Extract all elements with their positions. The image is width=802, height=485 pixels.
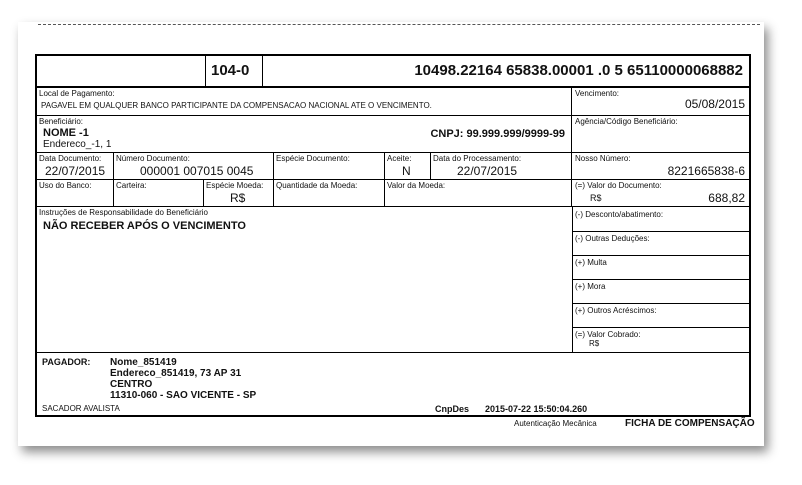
- beneficiario-cell: [37, 116, 572, 152]
- side-field-valor-cobrado: [572, 327, 749, 352]
- data-processamento-value: 22/07/2015: [457, 164, 518, 178]
- cnpdes-label: CnpDes: [435, 404, 470, 414]
- moeda-row: [37, 180, 749, 207]
- side-field-acrescimos: [572, 303, 749, 328]
- data-processamento-cell: [431, 153, 572, 179]
- beneficiario-row: [37, 116, 749, 153]
- nosso-numero-value: 8221665838-6: [667, 164, 745, 178]
- numero-documento-label: Número Documento:: [116, 154, 190, 163]
- especie-moeda-label: Espécie Moeda:: [206, 181, 264, 190]
- side-field-label: (+) Mora: [575, 282, 606, 291]
- bank-code-cell: [205, 56, 263, 86]
- numero-documento-cell: [114, 153, 274, 179]
- quantidade-moeda-label: Quantidade da Moeda:: [276, 181, 358, 190]
- header-row: [37, 56, 749, 88]
- beneficiario-name: NOME -1: [43, 127, 89, 139]
- ficha-compensacao-label: FICHA DE COMPENSAÇÃO: [625, 418, 755, 429]
- side-field-mora: [572, 279, 749, 304]
- aceite-label: Aceite:: [387, 154, 412, 163]
- numero-documento-value: 000001 007015 0045: [140, 164, 254, 178]
- beneficiario-address: Endereco_-1, 1: [43, 139, 112, 150]
- bank-code: 104-0: [211, 62, 250, 79]
- side-field-label: (+) Multa: [575, 258, 607, 267]
- pagador-block: [37, 353, 749, 415]
- uso-banco-cell: [37, 180, 114, 206]
- valor-documento-currency: R$: [590, 193, 602, 203]
- instrucoes-text: NÃO RECEBER APÓS O VENCIMENTO: [43, 220, 246, 232]
- beneficiario-cnpj: CNPJ: 99.999.999/9999-99: [430, 128, 565, 140]
- bank-logo-area: [37, 56, 206, 86]
- side-fields: [572, 207, 749, 353]
- valor-documento-label: (=) Valor do Documento:: [575, 181, 662, 190]
- especie-documento-cell: [274, 153, 385, 179]
- valor-moeda-cell: [385, 180, 572, 206]
- beneficiario-label: Beneficiário:: [39, 117, 84, 126]
- agencia-label: Agência/Código Beneficiário:: [575, 117, 678, 126]
- local-pagamento-row: [37, 88, 749, 116]
- emission-timestamp: 2015-07-22 15:50:04.260: [485, 404, 588, 414]
- documento-row: [37, 153, 749, 180]
- vencimento-label: Vencimento:: [575, 89, 620, 98]
- valor-moeda-label: Valor da Moeda:: [387, 181, 446, 190]
- especie-documento-label: Espécie Documento:: [276, 154, 350, 163]
- document-paper: [18, 22, 764, 446]
- pagador-line4: 11310-060 - SAO VICENTE - SP: [110, 390, 257, 401]
- pagador-line2: Endereco_851419, 73 AP 31: [110, 368, 242, 379]
- local-pagamento-value: PAGAVEL EM QUALQUER BANCO PARTICIPANTE DA COMPENSACAO NACIONAL ATE O VENCIMENTO.: [41, 101, 432, 110]
- cut-line: [38, 24, 760, 25]
- autenticacao-label: Autenticação Mecânica: [514, 419, 597, 428]
- side-field-label: (+) Outros Acréscimos:: [575, 306, 657, 315]
- nosso-numero-label: Nosso Número:: [575, 154, 631, 163]
- carteira-cell: [114, 180, 204, 206]
- pagador-label: PAGADOR:: [42, 357, 91, 367]
- especie-moeda-value: R$: [230, 191, 246, 205]
- pagador-line3: CENTRO: [110, 379, 153, 390]
- aceite-value: N: [402, 164, 411, 178]
- boleto-form: [35, 54, 751, 417]
- pagador-line1: Nome_851419: [110, 357, 177, 368]
- side-field-label: (-) Desconto/abatimento:: [575, 210, 664, 219]
- local-pagamento-cell: [37, 88, 572, 115]
- instrucoes-cell: [37, 207, 573, 353]
- aceite-cell: [385, 153, 431, 179]
- side-field-multa: [572, 255, 749, 280]
- digitable-line: 10498.22164 65838.00001 .0 5 65110000068882: [414, 62, 743, 79]
- instrucoes-label: Instruções de Responsabilidade do Beneficiário: [39, 208, 208, 217]
- side-field-label: (-) Outras Deduções:: [575, 234, 650, 243]
- vencimento-value: 05/08/2015: [684, 97, 745, 111]
- especie-moeda-cell: [204, 180, 274, 206]
- valor-cobrado-currency: R$: [589, 339, 600, 348]
- carteira-label: Carteira:: [116, 181, 147, 190]
- sacador-label: SACADOR AVALISTA: [42, 404, 120, 413]
- uso-banco-label: Uso do Banco:: [39, 181, 92, 190]
- local-pagamento-label: Local de Pagamento:: [39, 89, 115, 98]
- data-documento-cell: [37, 153, 114, 179]
- data-documento-value: 22/07/2015: [45, 164, 106, 178]
- data-processamento-label: Data do Processamento:: [433, 154, 522, 163]
- side-field-deducoes: [572, 231, 749, 256]
- valor-documento-value: 688,82: [708, 191, 745, 205]
- side-field-desconto: [572, 207, 749, 232]
- quantidade-moeda-cell: [274, 180, 385, 206]
- valor-cobrado-label: (=) Valor Cobrado:: [575, 330, 641, 339]
- data-documento-label: Data Documento:: [39, 154, 102, 163]
